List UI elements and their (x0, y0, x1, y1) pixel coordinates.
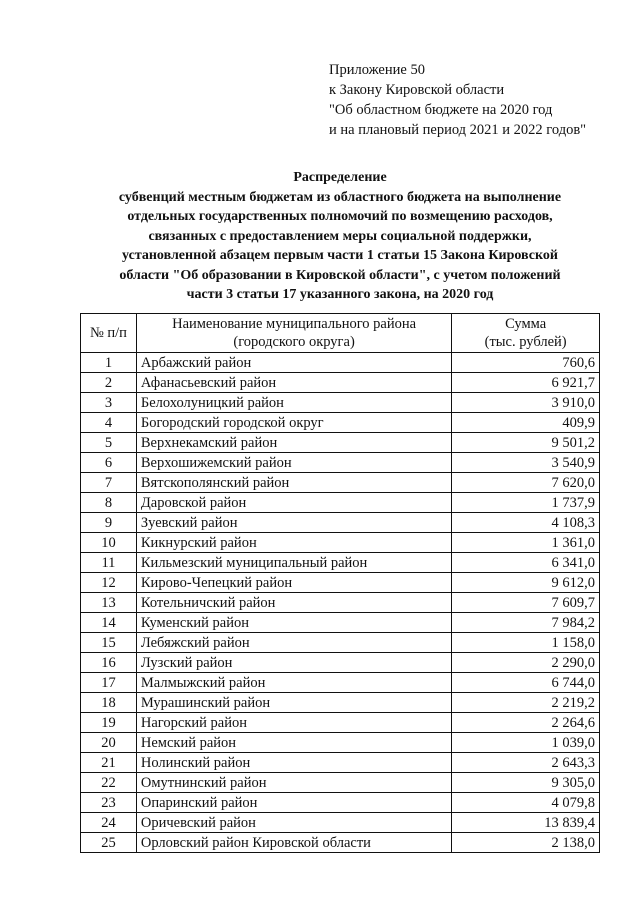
table-row (81, 713, 600, 733)
appendix-law-period: и на плановый период 2021 и 2022 годов" (329, 122, 587, 138)
distribution-table (80, 313, 600, 853)
row-district-name: Вятскополянский район (136, 473, 451, 493)
row-amount: 13 839,4 (452, 813, 600, 833)
row-number: 21 (81, 753, 137, 773)
row-number: 25 (81, 833, 137, 853)
table-row (81, 413, 600, 433)
row-number: 24 (81, 813, 137, 833)
table-row (81, 533, 600, 553)
row-number: 19 (81, 713, 137, 733)
row-amount: 4 108,3 (452, 513, 600, 533)
row-district-name: Мурашинский район (136, 693, 451, 713)
row-number: 20 (81, 733, 137, 753)
title-line: связанных с предоставлением меры социальной поддержки, (148, 228, 532, 244)
row-number: 11 (81, 553, 137, 573)
row-number: 10 (81, 533, 137, 553)
row-number: 1 (81, 353, 137, 373)
row-amount: 6 921,7 (452, 373, 600, 393)
title-heading: Распределение (293, 170, 387, 185)
table-row (81, 653, 600, 673)
table-row (81, 753, 600, 773)
table-row (81, 613, 600, 633)
table-header-row (81, 314, 600, 353)
table-row (81, 433, 600, 453)
row-number: 23 (81, 793, 137, 813)
row-amount: 2 264,6 (452, 713, 600, 733)
row-district-name: Нолинский район (136, 753, 451, 773)
row-number: 18 (81, 693, 137, 713)
row-number: 12 (81, 573, 137, 593)
header-name: Наименование муниципального района (городского округа) (136, 314, 451, 353)
table-row (81, 573, 600, 593)
appendix-number: Приложение 50 (329, 62, 425, 78)
row-district-name: Опаринский район (136, 793, 451, 813)
row-amount: 409,9 (452, 413, 600, 433)
title-line: отдельных государственных полномочий по возмещению расходов, (127, 209, 553, 224)
table-row (81, 833, 600, 853)
row-amount: 1 737,9 (452, 493, 600, 513)
row-amount: 2 138,0 (452, 833, 600, 853)
title-line: области "Об образовании в Кировской области", с учетом положений (119, 267, 561, 283)
row-amount: 2 290,0 (452, 653, 600, 673)
row-district-name: Кирово-Чепецкий район (136, 573, 451, 593)
document-title (80, 168, 600, 305)
row-number: 7 (81, 473, 137, 493)
row-district-name: Кильмезский муниципальный район (136, 553, 451, 573)
row-number: 16 (81, 653, 137, 673)
row-amount: 9 501,2 (452, 433, 600, 453)
row-number: 9 (81, 513, 137, 533)
table-row (81, 733, 600, 753)
row-amount: 1 039,0 (452, 733, 600, 753)
table-row (81, 553, 600, 573)
title-line: субвенций местным бюджетам из областного бюджета на выполнение (118, 189, 562, 205)
row-district-name: Богородский городской округ (136, 413, 451, 433)
row-amount: 3 910,0 (452, 393, 600, 413)
table-row (81, 373, 600, 393)
row-number: 6 (81, 453, 137, 473)
row-number: 22 (81, 773, 137, 793)
row-number: 15 (81, 633, 137, 653)
row-amount: 7 609,7 (452, 593, 600, 613)
title-line: части 3 статьи 17 указанного закона, на 2020 год (186, 287, 494, 302)
row-district-name: Оричевский район (136, 813, 451, 833)
title-line: установленной абзацем первым части 1 статьи 15 Закона Кировской (122, 248, 558, 263)
row-district-name: Зуевский район (136, 513, 451, 533)
row-district-name: Нагорский район (136, 713, 451, 733)
table-row (81, 353, 600, 373)
table-row (81, 513, 600, 533)
table-row (81, 393, 600, 413)
row-number: 13 (81, 593, 137, 613)
row-district-name: Орловский район Кировской области (136, 833, 451, 853)
table-row (81, 593, 600, 613)
row-number: 17 (81, 673, 137, 693)
row-number: 2 (81, 373, 137, 393)
row-number: 3 (81, 393, 137, 413)
row-amount: 9 612,0 (452, 573, 600, 593)
row-district-name: Белохолуницкий район (136, 393, 451, 413)
row-district-name: Омутнинский район (136, 773, 451, 793)
row-district-name: Немский район (136, 733, 451, 753)
row-amount: 7 620,0 (452, 473, 600, 493)
table-row (81, 453, 600, 473)
row-amount: 7 984,2 (452, 613, 600, 633)
table-row (81, 633, 600, 653)
appendix-reference (329, 60, 586, 140)
row-number: 5 (81, 433, 137, 453)
row-amount: 2 219,2 (452, 693, 600, 713)
row-amount: 3 540,9 (452, 453, 600, 473)
row-district-name: Лузский район (136, 653, 451, 673)
table-row (81, 793, 600, 813)
table-row (81, 493, 600, 513)
row-amount: 4 079,8 (452, 793, 600, 813)
row-district-name: Лебяжский район (136, 633, 451, 653)
table-row (81, 813, 600, 833)
table-row (81, 673, 600, 693)
row-amount: 2 643,3 (452, 753, 600, 773)
row-amount: 6 744,0 (452, 673, 600, 693)
row-amount: 760,6 (452, 353, 600, 373)
table-body (81, 353, 600, 853)
table-row (81, 773, 600, 793)
row-amount: 6 341,0 (452, 553, 600, 573)
appendix-law-title: "Об областном бюджете на 2020 год (329, 102, 553, 118)
table-row (81, 693, 600, 713)
row-district-name: Афанасьевский район (136, 373, 451, 393)
row-amount: 1 361,0 (452, 533, 600, 553)
row-amount: 9 305,0 (452, 773, 600, 793)
row-district-name: Верхнекамский район (136, 433, 451, 453)
row-district-name: Кикнурский район (136, 533, 451, 553)
row-amount: 1 158,0 (452, 633, 600, 653)
row-district-name: Верхошижемский район (136, 453, 451, 473)
header-sum: Сумма (тыс. рублей) (452, 314, 600, 353)
row-district-name: Даровской район (136, 493, 451, 513)
row-number: 8 (81, 493, 137, 513)
row-district-name: Котельничский район (136, 593, 451, 613)
appendix-law: к Закону Кировской области (329, 82, 505, 98)
table-row (81, 473, 600, 493)
header-number: № п/п (81, 314, 137, 353)
row-number: 4 (81, 413, 137, 433)
row-district-name: Арбажский район (136, 353, 451, 373)
row-number: 14 (81, 613, 137, 633)
row-district-name: Малмыжский район (136, 673, 451, 693)
row-district-name: Куменский район (136, 613, 451, 633)
